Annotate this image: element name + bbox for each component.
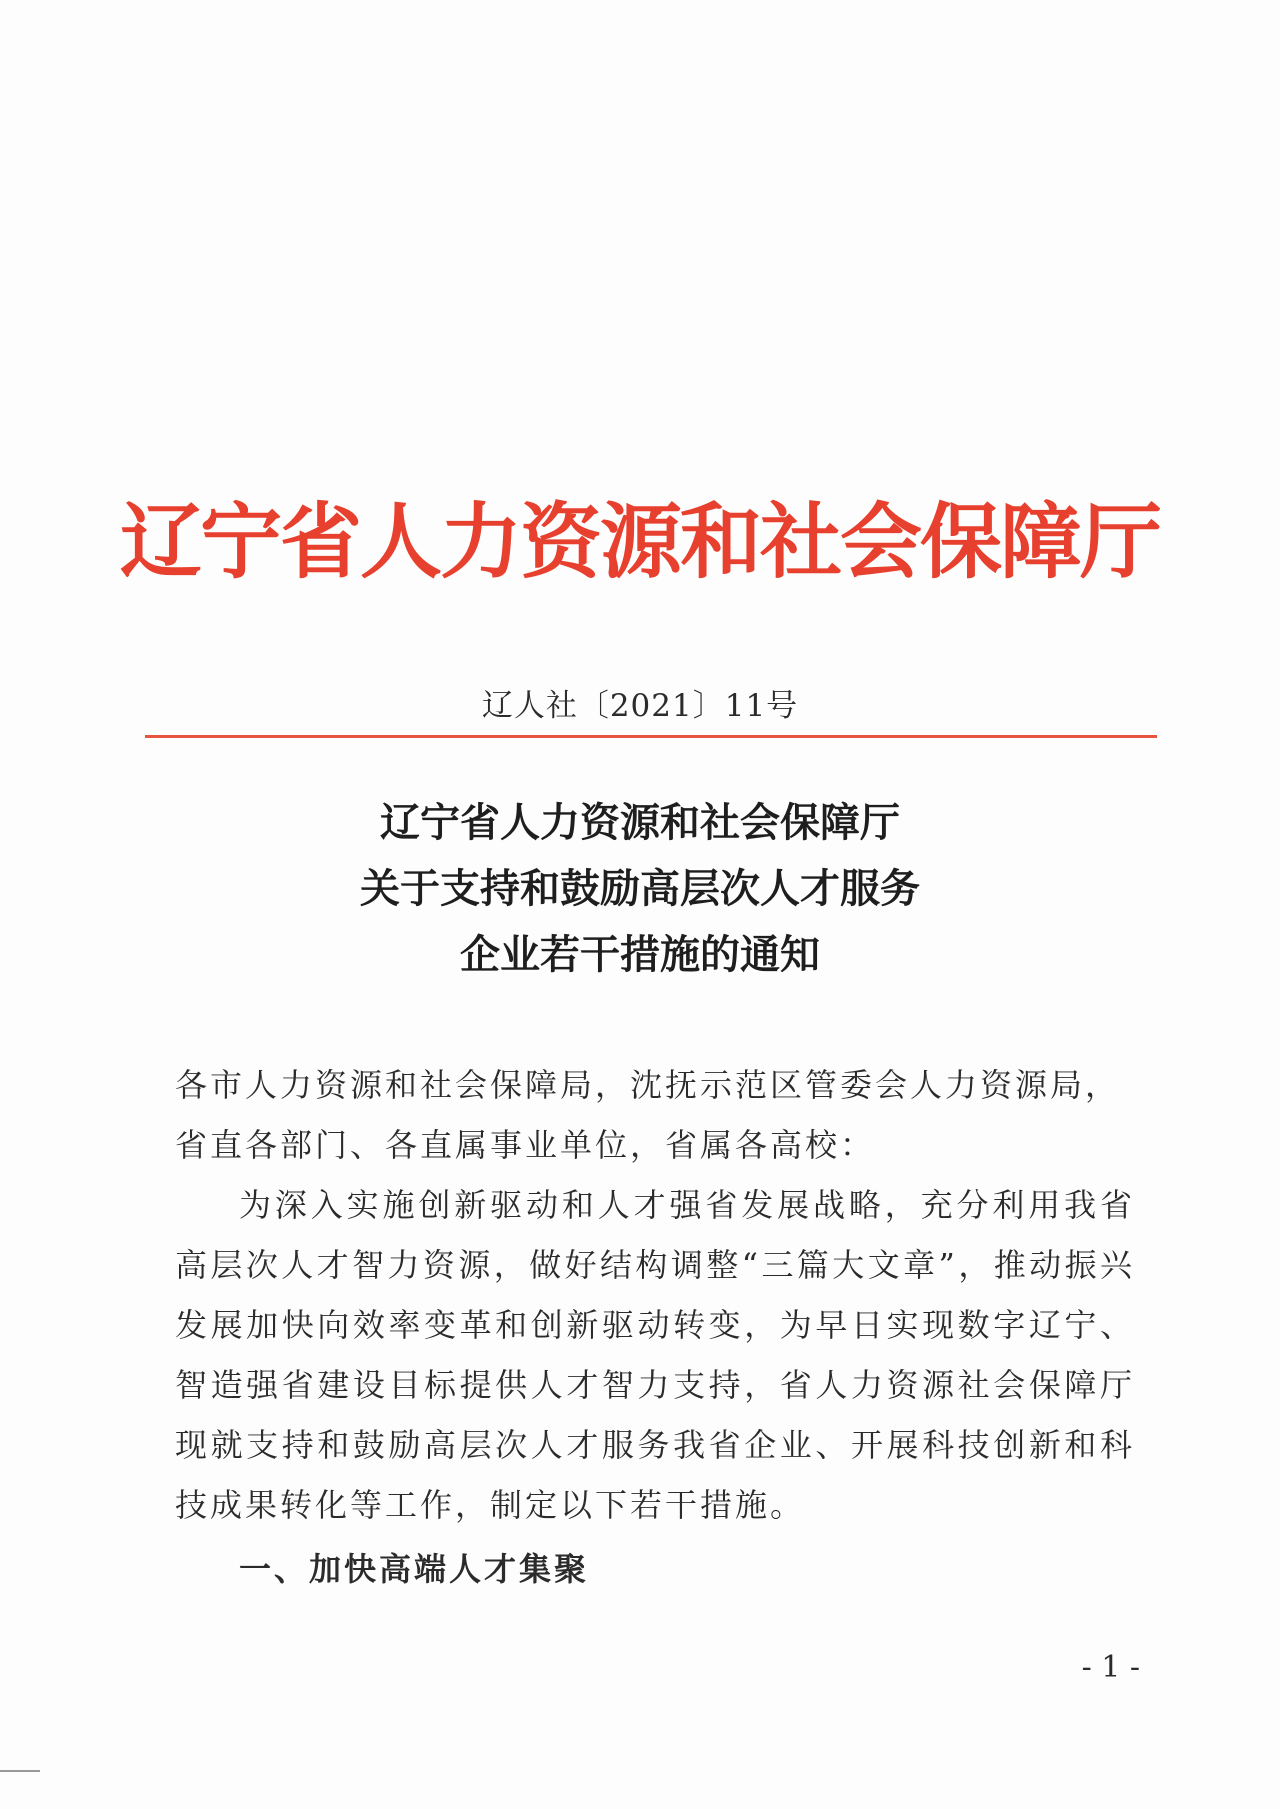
scan-edge-mark: [0, 1770, 40, 1772]
page-number: - 1 -: [1081, 1650, 1140, 1685]
salutation: 各市人力资源和社会保障局，沈抚示范区管委会人力资源局，省直各部门、各直属事业单位，省属各高校：: [175, 1066, 1121, 1164]
letterhead-issuer: 辽宁省人力资源和社会保障厅: [119, 494, 1160, 590]
section-heading: 一、加快高端人才集聚: [239, 1550, 590, 1588]
title-line-3: 企业若干措施的通知: [460, 931, 820, 978]
title-line-2: 关于支持和鼓励高层次人才服务: [360, 865, 920, 912]
red-divider-rule: [145, 735, 1157, 738]
document-number: 辽人社〔2021〕11号: [481, 688, 799, 724]
title-line-1: 辽宁省人力资源和社会保障厅: [380, 799, 900, 846]
document-body: [175, 1055, 1135, 1599]
document-title: [0, 790, 1280, 988]
body-paragraph: 为深入实施创新驱动和人才强省发展战略，充分利用我省高层次人才智力资源，做好结构调整“三篇大文章”，推动振兴发展加快向效率变革和创新驱动转变，为早日实现数字辽宁、智造强省建设目标提供人才智力支持，省人力资源社会保障厅现就支持和鼓励高层次人才服务我省企业、开展科技创新和科技成果转化等工作，制定以下若干措施。: [175, 1186, 1135, 1524]
